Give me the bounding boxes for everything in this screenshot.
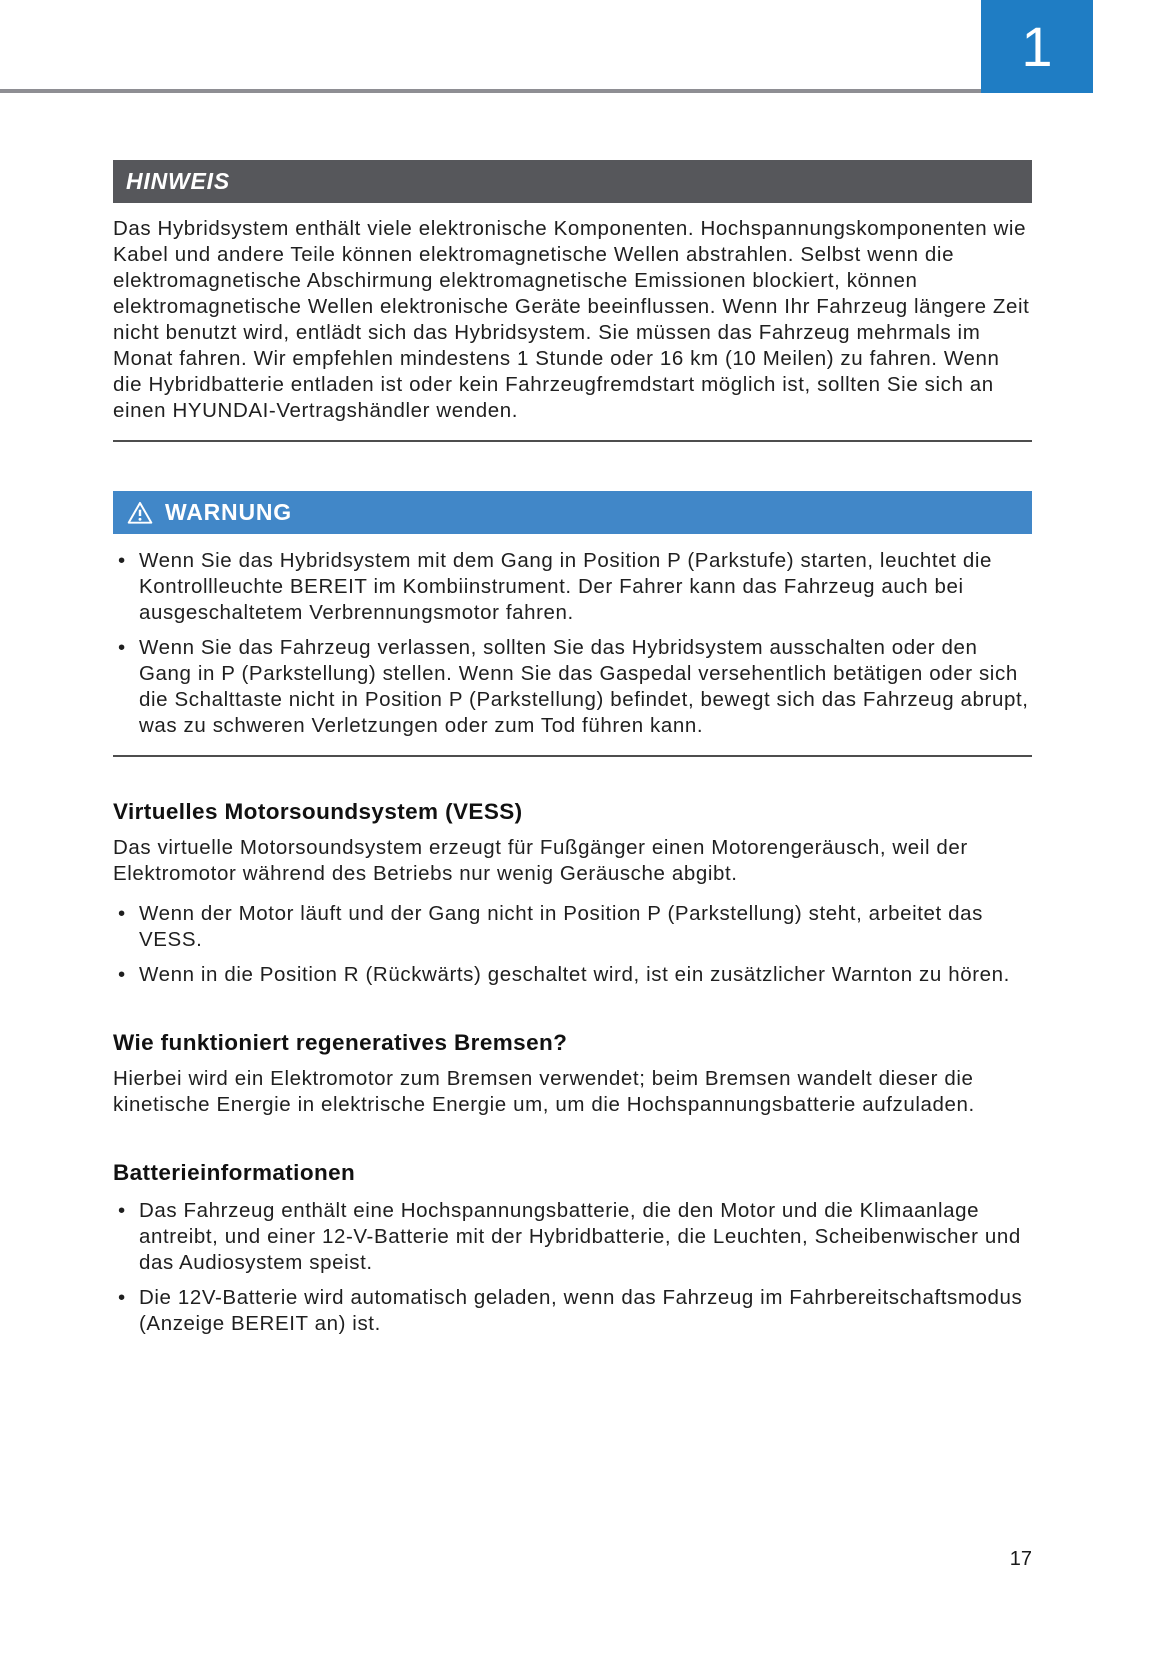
warning-list-item: • Wenn Sie das Hybridsystem mit dem Gang in Position P (Parkstufe) starten, leuchtet die Kontrollleuchte BEREIT im Kombiinstrument. Der Fahrer kann das Fahrzeug auch bei ausgeschaltetem Verbrennungsmotor fahren. — [113, 548, 1032, 626]
manual-page-content — [113, 160, 1032, 1346]
vess-list — [113, 901, 1032, 988]
notice-title: HINWEIS — [126, 168, 230, 194]
regen-braking-heading: Wie funktioniert regeneratives Bremsen? — [113, 1030, 568, 1055]
vess-heading: Virtuelles Motorsoundsystem (VESS) — [113, 799, 523, 824]
battery-info-list-item: • Das Fahrzeug enthält eine Hochspannungsbatterie, die den Motor und die Klimaanlage antreibt, und einer 12-V-Batterie mit der Hybridbatterie, die Leuchten, Scheibenwischer und das Audiosystem speist. — [113, 1198, 1032, 1276]
warning-list — [113, 548, 1032, 739]
battery-info-list-item: • Die 12V-Batterie wird automatisch geladen, wenn das Fahrzeug im Fahrbereitschaftsmodus (Anzeige BEREIT an) ist. — [113, 1285, 1032, 1337]
warning-triangle-icon — [126, 499, 154, 527]
warning-title: WARNUNG — [165, 499, 292, 525]
warning-bottom-divider — [113, 755, 1032, 757]
page-number: 17 — [1009, 1548, 1032, 1570]
regen-braking-body: Hierbei wird ein Elektromotor zum Bremsen verwendet; beim Bremsen wandelt dieser die kinetische Energie in elektrische Energie um, um die Hochspannungsbatterie aufzuladen. — [113, 1067, 975, 1116]
battery-info-list — [113, 1198, 1032, 1337]
chapter-number: 1 — [1021, 15, 1053, 78]
header-divider — [0, 89, 1093, 93]
battery-info-heading: Batterieinformationen — [113, 1160, 356, 1185]
notice-body: Das Hybridsystem enthält viele elektronische Komponenten. Hochspannungskomponenten wie Kabel und andere Teile können elektromagnetische Wellen abstrahlen. Selbst wenn die elektromagnetische Abschirmung elektromagnetische Emissionen blockiert, können elektromagnetische Wellen elektronische Geräte beeinflussen. Wenn Ihr Fahrzeug längere Zeit nicht benutzt wird, entlädt sich das Hybridsystem. Sie müssen das Fahrzeug mehrmals im Monat fahren. Wir empfehlen mindestens 1 Stunde oder 16 km (10 Meilen) zu fahren. Wenn die Hybridbatterie entladen ist oder kein Fahrzeugfremdstart möglich ist, sollten Sie sich an einen HYUNDAI-Vertragshändler wenden. — [113, 217, 1030, 422]
notice-section — [113, 160, 1032, 442]
notice-header-bar — [113, 160, 1032, 203]
vess-body: Das virtuelle Motorsoundsystem erzeugt für Fußgänger einen Motorengeräusch, weil der Elektromotor während des Betriebs nur wenig Geräusche abgibt. — [113, 836, 968, 885]
battery-info-section — [113, 1160, 1032, 1337]
vess-section — [113, 799, 1032, 988]
warning-header-bar — [113, 491, 1032, 534]
chapter-number-badge — [981, 0, 1093, 93]
warning-section — [113, 491, 1032, 757]
vess-list-item: • Wenn der Motor läuft und der Gang nicht in Position P (Parkstellung) steht, arbeitet das VESS. — [113, 901, 1032, 953]
warning-list-item: • Wenn Sie das Fahrzeug verlassen, sollten Sie das Hybridsystem ausschalten oder den Gang in P (Parkstellung) stellen. Wenn Sie das Gaspedal versehentlich betätigen oder sich die Schalttaste nicht in Position P (Parkstellung) befindet, bewegt sich das Fahrzeug abrupt, was zu schweren Verletzungen oder zum Tod führen kann. — [113, 635, 1032, 739]
notice-bottom-divider — [113, 440, 1032, 442]
vess-list-item: • Wenn in die Position R (Rückwärts) geschaltet wird, ist ein zusätzlicher Warnton zu hören. — [113, 962, 1032, 988]
regen-braking-section — [113, 1030, 1032, 1118]
